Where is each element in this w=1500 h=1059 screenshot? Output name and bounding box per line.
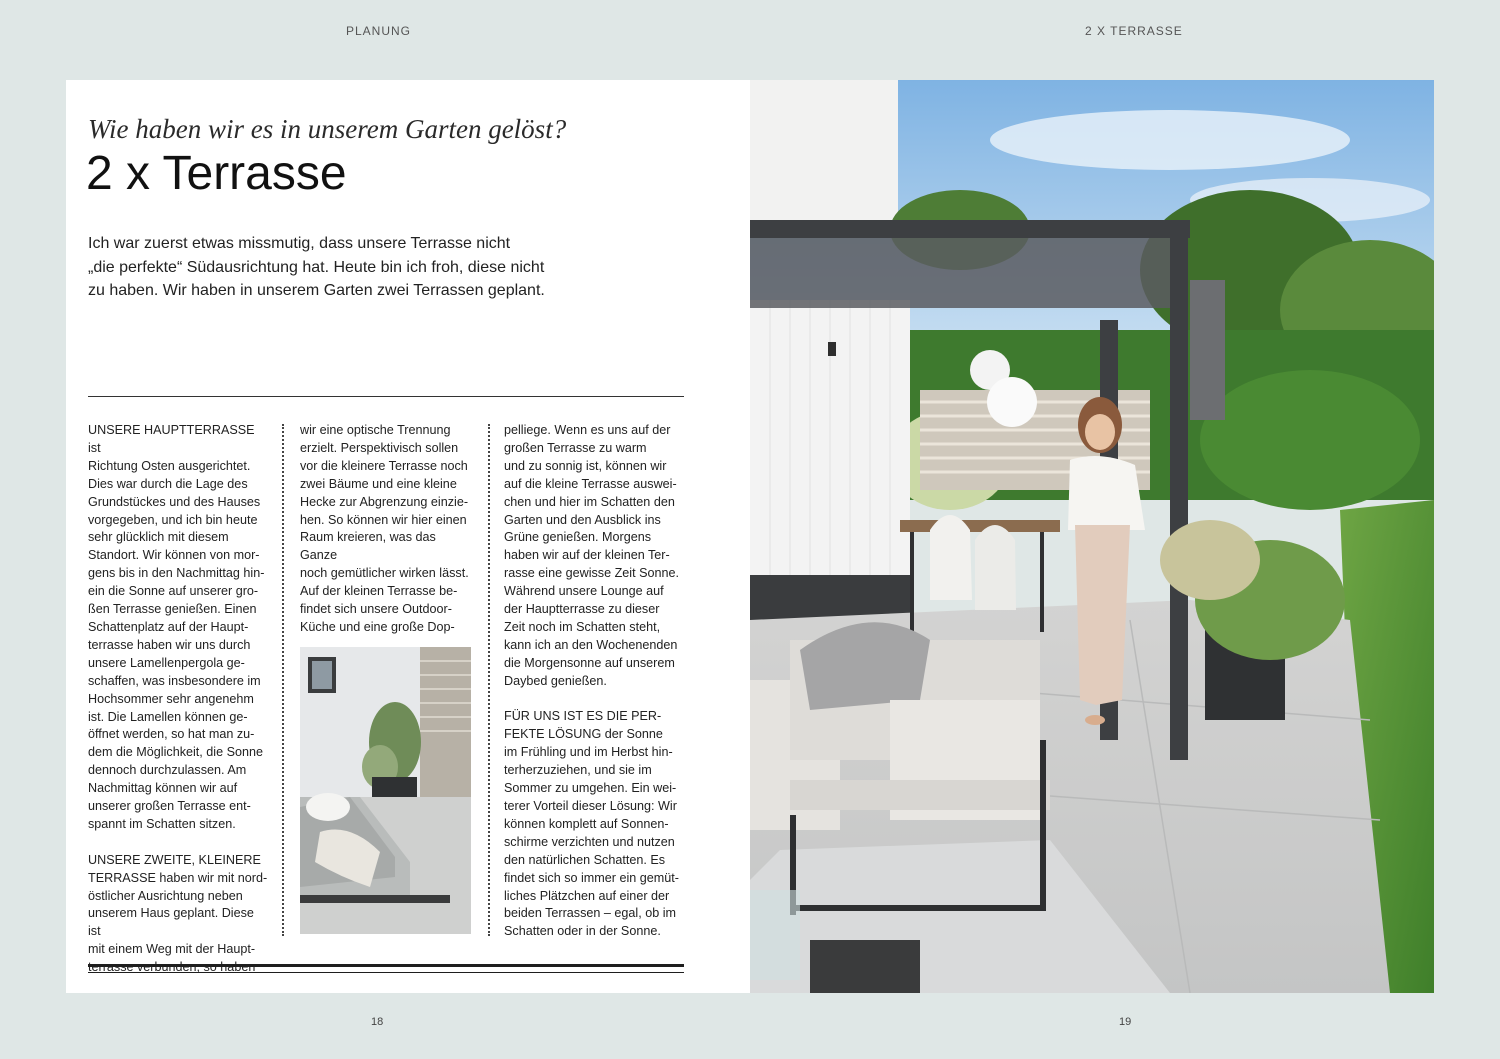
paragraph-lead: TERRASSE — [88, 870, 156, 885]
text-line: dem die Möglichkeit, die Sonne — [88, 745, 264, 760]
paragraph-lead: FÜR UNS IST ES DIE PER- — [504, 709, 662, 724]
paragraph-main-terrace — [88, 422, 268, 834]
text-line: terrasse haben wir uns durch — [88, 637, 251, 652]
text-line: terrasse verbunden, so haben — [88, 960, 256, 975]
text-column-1 — [88, 422, 268, 995]
text-line: Dies war durch die Lage des — [88, 476, 248, 491]
text-line: Während unsere Lounge auf — [504, 584, 664, 599]
running-head-right: 2 X TERRASSE — [1085, 24, 1183, 38]
text-line: dennoch durchzulassen. Am — [88, 763, 247, 778]
text-line: Zeit noch im Schatten steht, — [504, 619, 661, 634]
text-line: unserer großen Terrasse ent- — [88, 799, 251, 814]
text-line: findet sich unsere Outdoor- — [300, 602, 452, 617]
text-line: Standort. Wir können von mor- — [88, 548, 260, 563]
bottom-divider — [88, 964, 684, 973]
text-line: Nachmittag können wir auf — [88, 781, 238, 796]
text-line: terherzuziehen, und sie im — [504, 763, 652, 778]
text-line: terer Vorteil dieser Lösung: Wir — [504, 799, 677, 814]
paragraph-continued — [504, 422, 688, 691]
column-divider — [282, 424, 284, 936]
paragraph-continued — [300, 422, 476, 637]
text-line: Daybed genießen. — [504, 673, 607, 688]
text-line: der Sonne — [604, 727, 663, 742]
text-line: Schattenplatz auf der Haupt- — [88, 619, 249, 634]
text-line: Raum kreieren, was das Ganze — [300, 530, 436, 563]
article-title: 2 x Terrasse — [86, 147, 347, 200]
text-line: auf die kleine Terrasse auswei- — [504, 476, 677, 491]
text-line: die Morgensonne auf unserem — [504, 655, 675, 670]
text-column-2 — [300, 422, 476, 655]
right-page-photo — [750, 80, 1434, 993]
page-number-left: 18 — [371, 1016, 384, 1028]
text-line: sehr glücklich mit diesem — [88, 530, 229, 545]
text-line: östlicher Ausrichtung neben — [88, 888, 243, 903]
text-line: ist. Die Lamellen können ge- — [88, 709, 248, 724]
text-line: der Hauptterrasse zu dieser — [504, 602, 660, 617]
running-head-left: PLANUNG — [346, 24, 412, 38]
text-line: haben wir mit nord- — [159, 870, 268, 885]
text-line: Hecke zur Abgrenzung einzie- — [300, 494, 469, 509]
text-line: Auf der kleinen Terrasse be- — [300, 584, 458, 599]
text-line: im Frühling und im Herbst hin- — [504, 745, 673, 760]
text-line: großen Terrasse zu warm — [504, 440, 647, 455]
text-line: Garten und den Ausblick ins — [504, 512, 661, 527]
top-divider — [88, 396, 684, 397]
text-line: erzielt. Perspektivisch sollen — [300, 440, 459, 455]
intro-line: Ich war zuerst etwas missmutig, dass unsere Terrasse nicht — [88, 235, 511, 252]
text-line: Sommer zu umgehen. Ein wei- — [504, 781, 677, 796]
intro-line: zu haben. Wir haben in unserem Garten zwei Terrassen geplant. — [88, 282, 545, 299]
text-line: beiden Terrassen – egal, ob im — [504, 906, 676, 921]
article-intro — [88, 232, 568, 303]
text-line: gens bis in den Nachmittag hin- — [88, 566, 265, 581]
text-line: wir eine optische Trennung — [300, 423, 451, 437]
daybed-photo — [300, 647, 471, 934]
article-kicker: Wie haben wir es in unserem Garten gelöst? — [88, 114, 567, 144]
text-line: chen und hier im Schatten den — [504, 494, 675, 509]
text-line: mit einem Weg mit der Haupt- — [88, 942, 256, 957]
text-line: und zu sonnig ist, können wir — [504, 458, 667, 473]
text-line: rasse eine gewisse Zeit Sonne. — [504, 566, 680, 581]
text-line: kann ich an den Wochenenden — [504, 637, 678, 652]
text-column-3 — [504, 422, 688, 959]
terrace-photo — [750, 80, 1434, 993]
text-line: Schatten oder in der Sonne. — [504, 924, 661, 939]
text-line: zwei Bäume und eine kleine — [300, 476, 457, 491]
text-line: öffnet werden, so hat man zu- — [88, 727, 255, 742]
paragraph-second-terrace — [88, 852, 268, 977]
text-line: den natürlichen Schatten. Es — [504, 852, 666, 867]
text-line: vorgegeben, und ich bin heute — [88, 512, 258, 527]
text-line: haben wir auf der kleinen Ter- — [504, 548, 670, 563]
column-divider — [488, 424, 490, 936]
text-line: findet sich so immer ein gemüt- — [504, 870, 679, 885]
text-line: spannt im Schatten sitzen. — [88, 816, 236, 831]
text-line: pelliege. Wenn es uns auf der — [504, 423, 671, 437]
text-line: ßen Terrasse genießen. Einen — [88, 602, 257, 617]
text-line: ist — [88, 440, 101, 455]
text-line: Richtung Osten ausgerichtet. — [88, 458, 251, 473]
text-line: hen. So können wir hier einen — [300, 512, 467, 527]
left-page — [66, 80, 750, 993]
text-line: noch gemütlicher wirken lässt. — [300, 566, 469, 581]
text-line: Grundstückes und des Hauses — [88, 494, 261, 509]
page-number-right: 19 — [1119, 1016, 1132, 1028]
paragraph-lead: UNSERE ZWEITE, KLEINERE — [88, 852, 261, 867]
text-line: vor die kleinere Terrasse noch — [300, 458, 468, 473]
text-line: unsere Lamellenpergola ge- — [88, 655, 245, 670]
text-line: schirme verzichten und nutzen — [504, 834, 675, 849]
paragraph-lead: UNSERE HAUPTTERRASSE — [88, 423, 255, 437]
text-line: Grüne genießen. Morgens — [504, 530, 652, 545]
text-line: Küche und eine große Dop- — [300, 619, 455, 634]
text-line: können komplett auf Sonnen- — [504, 816, 669, 831]
text-line: unserem Haus geplant. Diese ist — [88, 906, 254, 939]
text-line: Hochsommer sehr angenehm — [88, 691, 254, 706]
paragraph-solution — [504, 708, 688, 941]
text-line: schaffen, was insbesondere im — [88, 673, 261, 688]
intro-line: „die perfekte“ Südausrichtung hat. Heute bin ich froh, diese nicht — [88, 258, 545, 276]
paragraph-lead: FEKTE LÖSUNG — [504, 727, 602, 742]
text-line: liches Plätzchen auf einer der — [504, 888, 670, 903]
text-line: ein die Sonne auf unserer gro- — [88, 584, 259, 599]
